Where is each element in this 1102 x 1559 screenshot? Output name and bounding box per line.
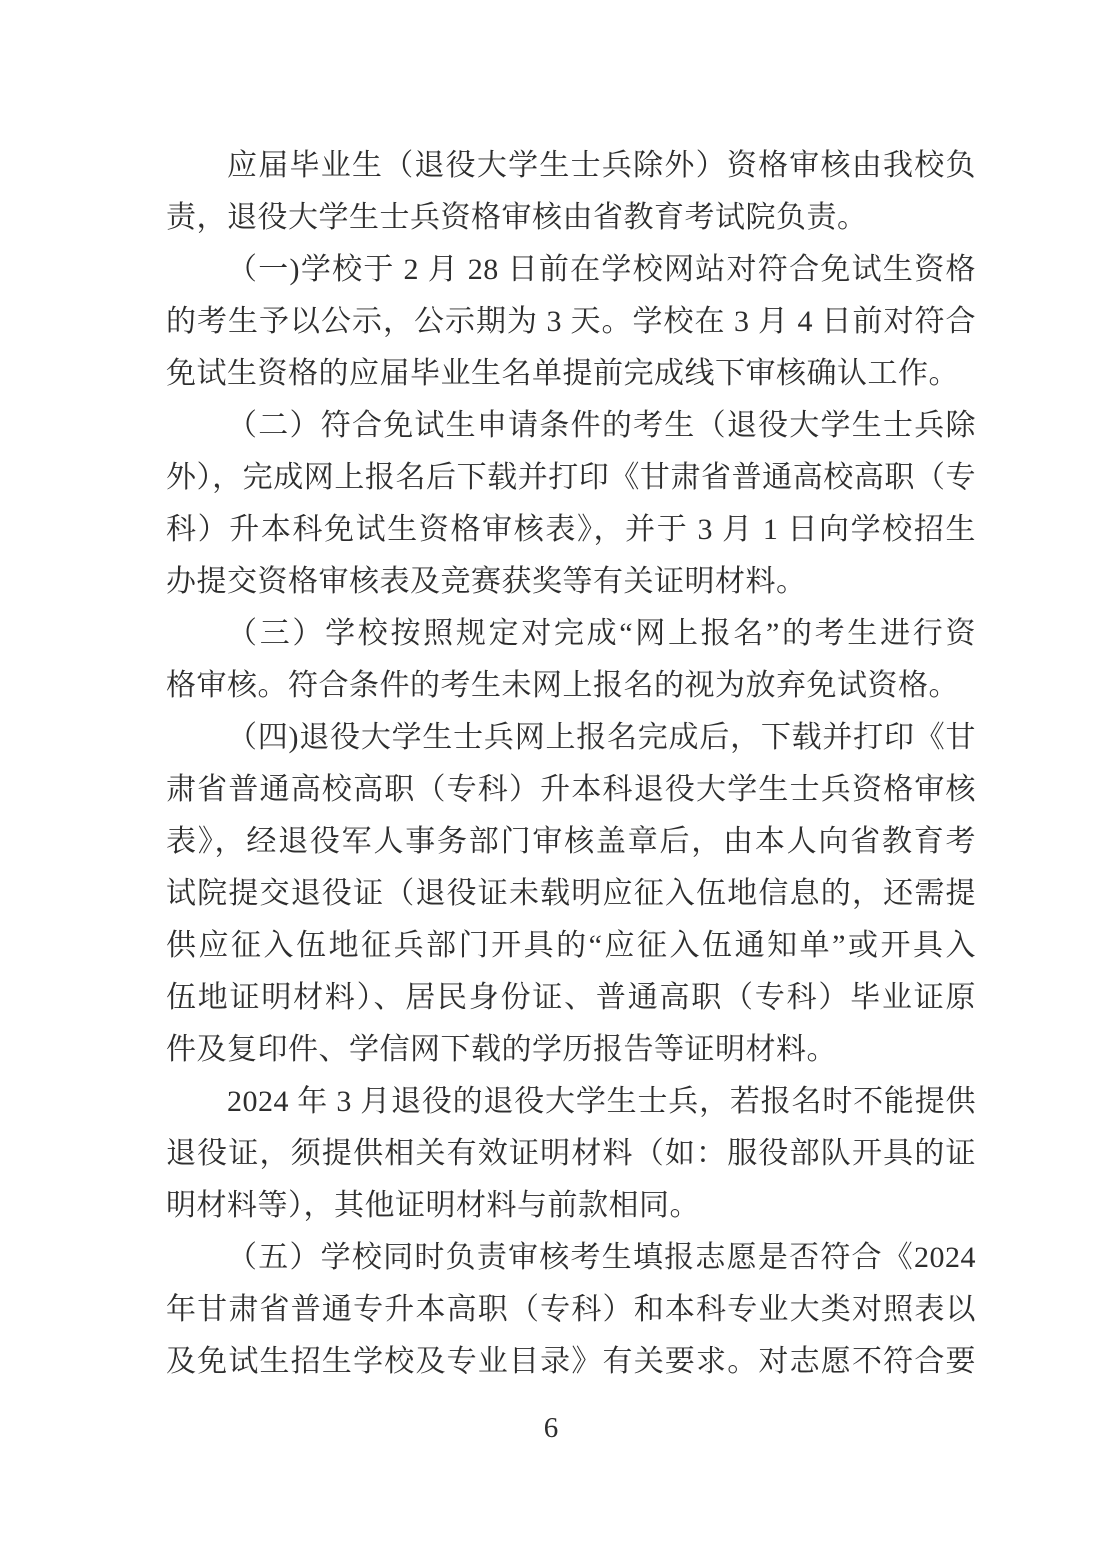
text-line: 肃省普通高校高职（专科）升本科退役大学生士兵资格审核: [166, 773, 976, 806]
text-line: 责，退役大学生士兵资格审核由省教育考试院负责。: [166, 201, 868, 234]
text-line: 伍地证明材料）、居民身份证、普通高职（专科）毕业证原: [166, 981, 976, 1014]
page-number: 6: [543, 1412, 559, 1444]
text-line: 应届毕业生（退役大学生士兵除外）资格审核由我校负: [227, 149, 976, 182]
text-line: 的考生予以公示，公示期为 3 天。学校在 3 月 4 日前对符合: [166, 305, 976, 338]
text-line: 办提交资格审核表及竞赛获奖等有关证明材料。: [166, 565, 807, 598]
text-line: 免试生资格的应届毕业生名单提前完成线下审核确认工作。: [166, 357, 959, 390]
text-line: （一)学校于 2 月 28 日前在学校网站对符合免试生资格: [227, 253, 976, 286]
text-line: 件及复印件、学信网下载的学历报告等证明材料。: [166, 1033, 837, 1066]
document-text-body: [166, 140, 976, 1388]
text-line: 明材料等），其他证明材料与前款相同。: [166, 1189, 700, 1222]
text-line: 试院提交退役证（退役证未载明应征入伍地信息的，还需提: [166, 877, 976, 910]
text-line: 及免试生招生学校及专业目录》有关要求。对志愿不符合要: [166, 1345, 976, 1378]
text-line: 格审核。符合条件的考生未网上报名的视为放弃免试资格。: [166, 669, 959, 702]
text-line: （三）学校按照规定对完成“网上报名”的考生进行资: [227, 617, 976, 650]
text-line: （五）学校同时负责审核考生填报志愿是否符合《2024: [227, 1241, 976, 1274]
text-line: 年甘肃省普通专升本高职（专科）和本科专业大类对照表以: [166, 1293, 976, 1326]
text-line: 2024 年 3 月退役的退役大学生士兵，若报名时不能提供: [227, 1085, 976, 1118]
text-line: 退役证，须提供相关有效证明材料（如：服役部队开具的证: [166, 1137, 976, 1170]
text-line: 科）升本科免试生资格审核表》，并于 3 月 1 日向学校招生: [166, 513, 976, 546]
text-line: 外），完成网上报名后下载并打印《甘肃省普通高校高职（专: [166, 461, 976, 494]
text-line: 供应征入伍地征兵部门开具的“应征入伍通知单”或开具入: [166, 929, 976, 962]
text-line: （四)退役大学生士兵网上报名完成后，下载并打印《甘: [227, 721, 976, 754]
text-line: （二）符合免试生申请条件的考生（退役大学生士兵除: [227, 409, 976, 442]
text-line: 表》，经退役军人事务部门审核盖章后，由本人向省教育考: [166, 825, 976, 858]
